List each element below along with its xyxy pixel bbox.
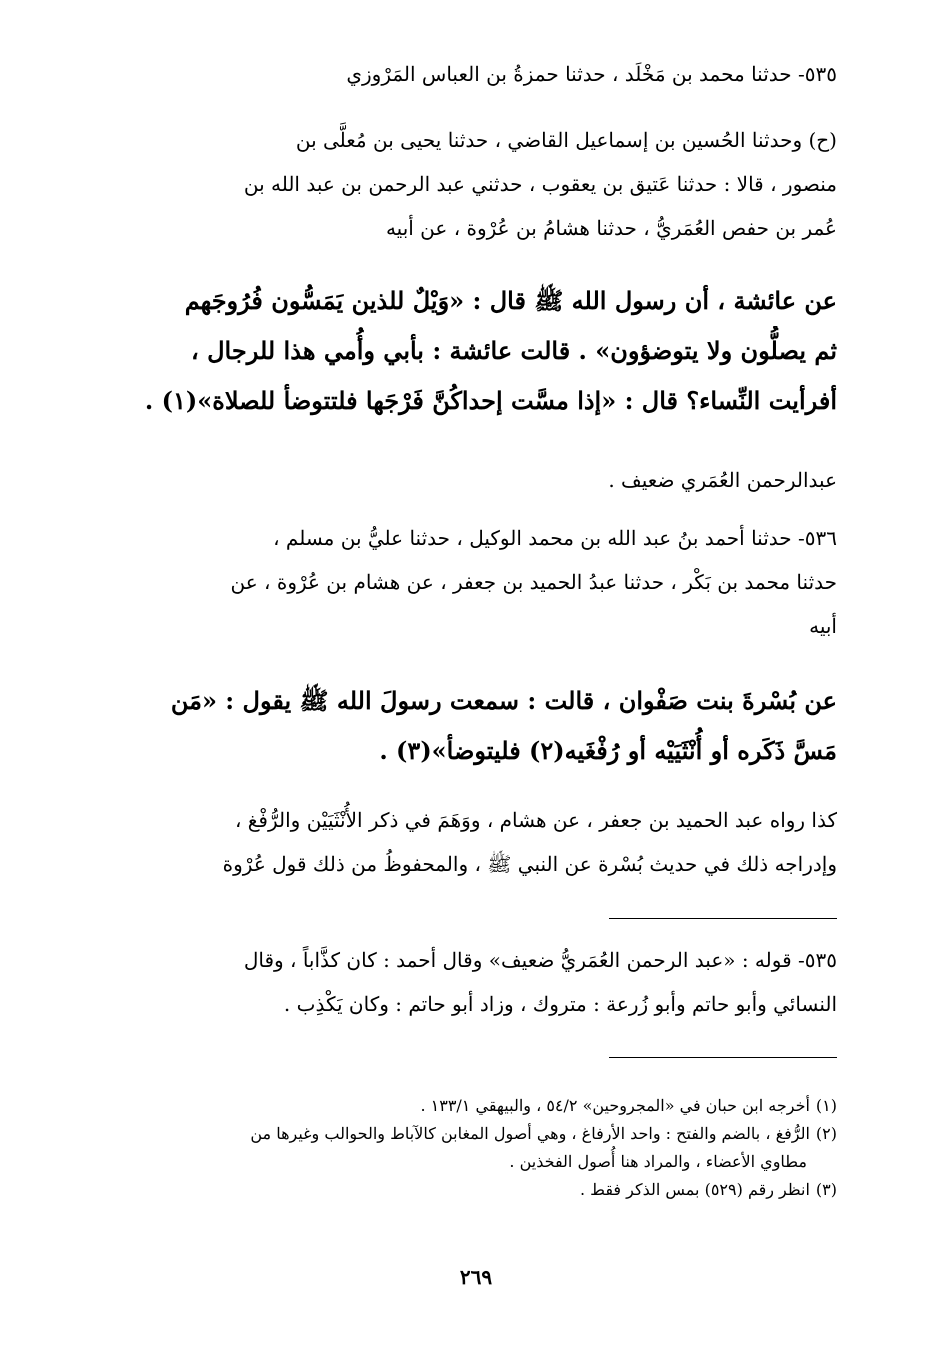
isnad-line: أبيه	[809, 614, 837, 638]
comment-line: وإدراجه ذلك في حديث بُسْرة عن النبي ﷺ ، والمحفوظُ من ذلك قول عُرْوة	[222, 852, 837, 876]
footnote-2	[119, 1120, 837, 1148]
page-number: ٢٦٩	[459, 1265, 493, 1289]
note-line: ٥٣٥- قوله : «عبد الرحمن العُمَريُّ ضعيف» وقال أحمد : كان كذَّاباً ، وقال	[243, 948, 837, 972]
footnote-number: (١)	[815, 1096, 837, 1115]
hadith-535-isnad-cont	[119, 118, 837, 250]
matn-line: عن عائشة ، أن رسول الله ﷺ قال : «وَيْلٌ للذين يَمَسُّون فُرُوجَهم	[184, 286, 837, 315]
comment-line: كذا رواه عبد الحميد بن جعفر ، عن هشام ، ووَهَمَ في ذكر الأُنْثَيَيْن والرُّفْغ ،	[234, 808, 837, 832]
matn-line: عن بُسْرةَ بنت صَفْوان ، قالت : سمعت رسولَ الله ﷺ يقول : «مَن	[170, 686, 837, 715]
footnote-text: أخرجه ابن حبان في «المجروحين» ٥٤/٢ ، والبيهقي ١٣٣/١ .	[420, 1096, 810, 1115]
footnote-2-cont	[119, 1148, 837, 1176]
comment-line: عبدالرحمن العُمَري ضعيف .	[608, 468, 837, 492]
note-line: النسائي وأبو حاتم وأبو زُرعة : متروك ، وزاد أبو حاتم : وكان يَكْذِب .	[283, 992, 837, 1016]
isnad-line: عُمر بن حفص العُمَريُّ ، حدثنا هشامُ بن عُرْوة ، عن أبيه	[385, 216, 837, 240]
hadith-536-matn	[119, 676, 837, 776]
hadith-535-matn	[119, 276, 837, 426]
matn-line: ثم يصلُّون ولا يتوضؤون» . قالت عائشة : بأبي وأُمي هذا للرجال ،	[191, 336, 837, 365]
isnad-line: ٥٣٦- حدثنا أحمد بنُ عبد الله بن محمد الوكيل ، حدثنا عليُّ بن مسلم ،	[273, 526, 837, 550]
hadith-535-isnad	[119, 52, 837, 96]
footnote-3	[119, 1176, 837, 1204]
footnote-text: مطاوي الأعضاء ، والمراد هنا أُصول الفخذين .	[509, 1152, 807, 1171]
footnote-text: انظر رقم (٥٢٩) بمس الذكر فقط .	[579, 1180, 810, 1199]
footnote-number: (٢)	[815, 1124, 837, 1143]
editor-note	[119, 938, 837, 1026]
matn-line: مَسَّ ذَكَره أو أُنْثَيَيْه أو رُفْغَيه(٢) فليتوضأ»(٣) .	[379, 736, 837, 765]
footnote-separator	[609, 1057, 837, 1058]
isnad-line: ٥٣٥- حدثنا محمد بن مَخْلَد ، حدثنا حمزةُ بن العباس المَرْوزي	[346, 62, 837, 86]
footnote-1	[119, 1092, 837, 1120]
separator-line	[609, 918, 837, 919]
isnad-line: منصور ، قالا : حدثنا عَتيق بن يعقوب ، حدثني عبد الرحمن بن عبد الله بن	[243, 172, 837, 196]
footnote-text: الرُّفغ ، بالضم والفتح : واحد الأرفاغ ، وهي أصول المغابن كالآباط والحوالب وغيرها من	[250, 1124, 810, 1143]
footnotes	[119, 1092, 837, 1204]
isnad-line: حدثنا محمد بن بَكْر ، حدثنا عبدُ الحميد بن جعفر ، عن هشام بن عُرْوة ، عن	[230, 570, 837, 594]
hadith-535-comment	[119, 458, 837, 502]
matn-line: أفرأيت النِّساء؟ قال : «إذا مسَّت إحداكُنَّ فَرْجَها فلتتوضأ للصلاة»(١) .	[144, 386, 837, 415]
isnad-line: (ح) وحدثنا الحُسين بن إسماعيل القاضي ، حدثنا يحيى بن مُعلَّى بن	[295, 128, 837, 152]
hadith-536-isnad	[119, 516, 837, 648]
hadith-536-comment	[119, 798, 837, 886]
footnote-number: (٣)	[815, 1180, 837, 1199]
